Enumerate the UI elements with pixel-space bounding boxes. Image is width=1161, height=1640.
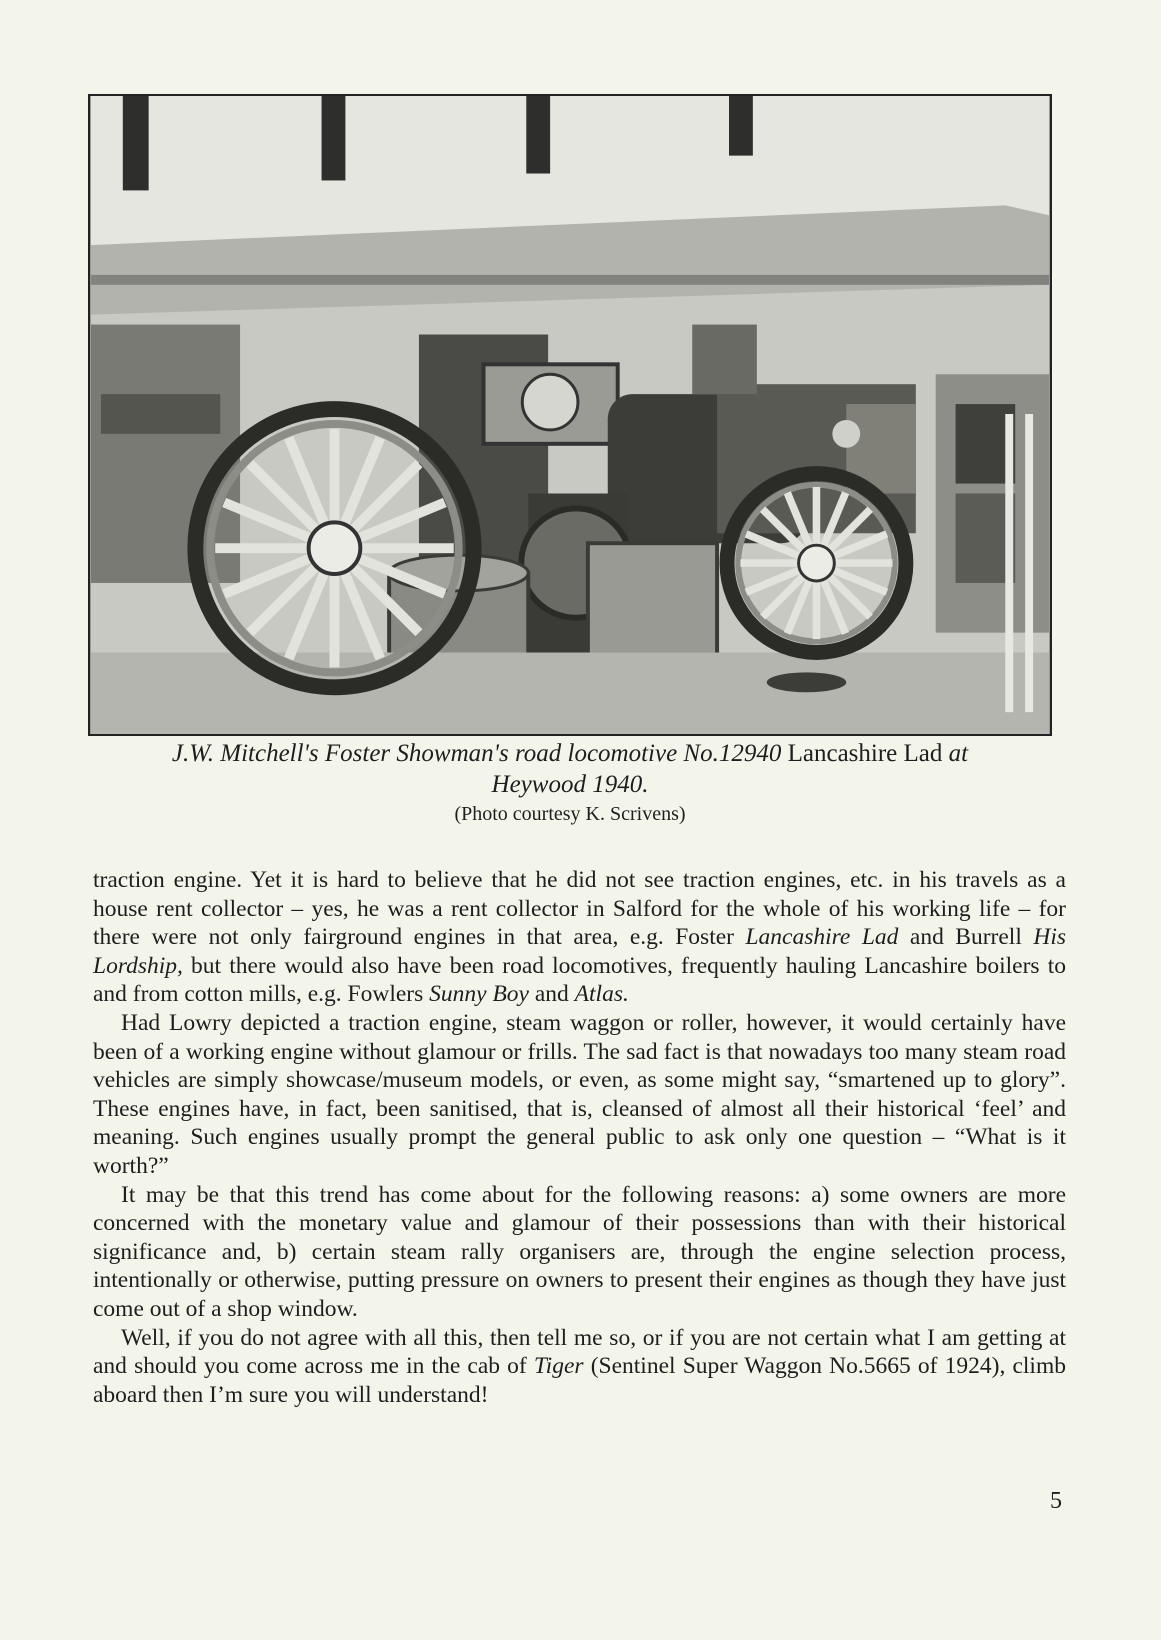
page-number: 5 <box>1050 1488 1062 1514</box>
traction-engine-illustration <box>90 96 1050 734</box>
paragraph-4-text-c: (Sentinel Super Waggon No.5665 of 1924), climb aboard then I’m sure you will understand! <box>93 1353 1066 1408</box>
caption-italic-c: at <box>948 740 969 767</box>
caption-engine-name: Lancashire Lad <box>781 740 949 767</box>
photo-credit: (Photo courtesy K. Scrivens) <box>454 803 686 825</box>
caption-italic-a: J.W. Mitchell's Foster Showman's road locomotive No.12940 <box>171 740 782 767</box>
traction-engine-photo <box>88 94 1052 736</box>
paragraph-1 <box>93 866 1066 1009</box>
paragraph-1-run-3: His Lordship, <box>93 924 1067 979</box>
paragraph-2: Had Lowry depicted a traction engine, steam waggon or roller, however, it would certainly have been of a working engine without glamour or frills. The sad fact is that nowadays too many steam road vehicles are simply showcase/museum models, or even, as some might say, “smartened up to glory”. These engines have, in fact, been sanitised, that is, cleansed of almost all their historical ‘feel’ and meaning. Such engines usually prompt the general public to ask only one question – “What is it worth?” <box>93 1009 1066 1179</box>
paragraph-3: It may be that this trend has come about for the following reasons: a) some owners are more concerned with the monetary value and glamour of their possessions than with their historical significance and, b) certain steam rally organisers are, through the engine selection process, intentionally or otherwise, putting pressure on owners to present their engines as though they have just come out of a shop window. <box>93 1181 1066 1322</box>
paragraph-1-run-0: traction engine. Yet it is hard to believe that he did not see traction engines, etc. in his travels as a house rent collector – yes, he was a rent collector in Salford for the whole of his working life – for there were not only fairground engines in that area, e.g. Foster <box>93 867 1066 951</box>
paragraph-1-run-5: Sunny Boy <box>429 981 529 1008</box>
paragraph-1-run-6: and <box>528 981 575 1008</box>
paragraph-4 <box>93 1324 1066 1410</box>
paragraph-1-run-2: and Burrell <box>898 924 1034 951</box>
caption-place-date: Heywood 1940. <box>491 771 649 798</box>
paragraph-1-run-4: but there would also have been road locomotives, frequently hauling Lancashire boilers to and from cotton mills, e.g. Fowlers <box>93 952 1066 1008</box>
article-body <box>93 866 1066 1409</box>
paragraph-4-vehicle-name: Tiger <box>533 1353 584 1380</box>
caption-line-2 <box>88 769 1052 800</box>
paragraph-4-text-a: Well, if you do not agree with all this, then tell me so, or if you are not certain what I am getting at and should you come across me in the cab of <box>93 1324 1066 1380</box>
paragraph-1-run-1: Lancashire Lad <box>745 924 899 951</box>
photo-caption <box>88 738 1052 828</box>
paragraph-1-run-7: Atlas. <box>574 981 629 1008</box>
caption-line-1 <box>88 738 1052 769</box>
